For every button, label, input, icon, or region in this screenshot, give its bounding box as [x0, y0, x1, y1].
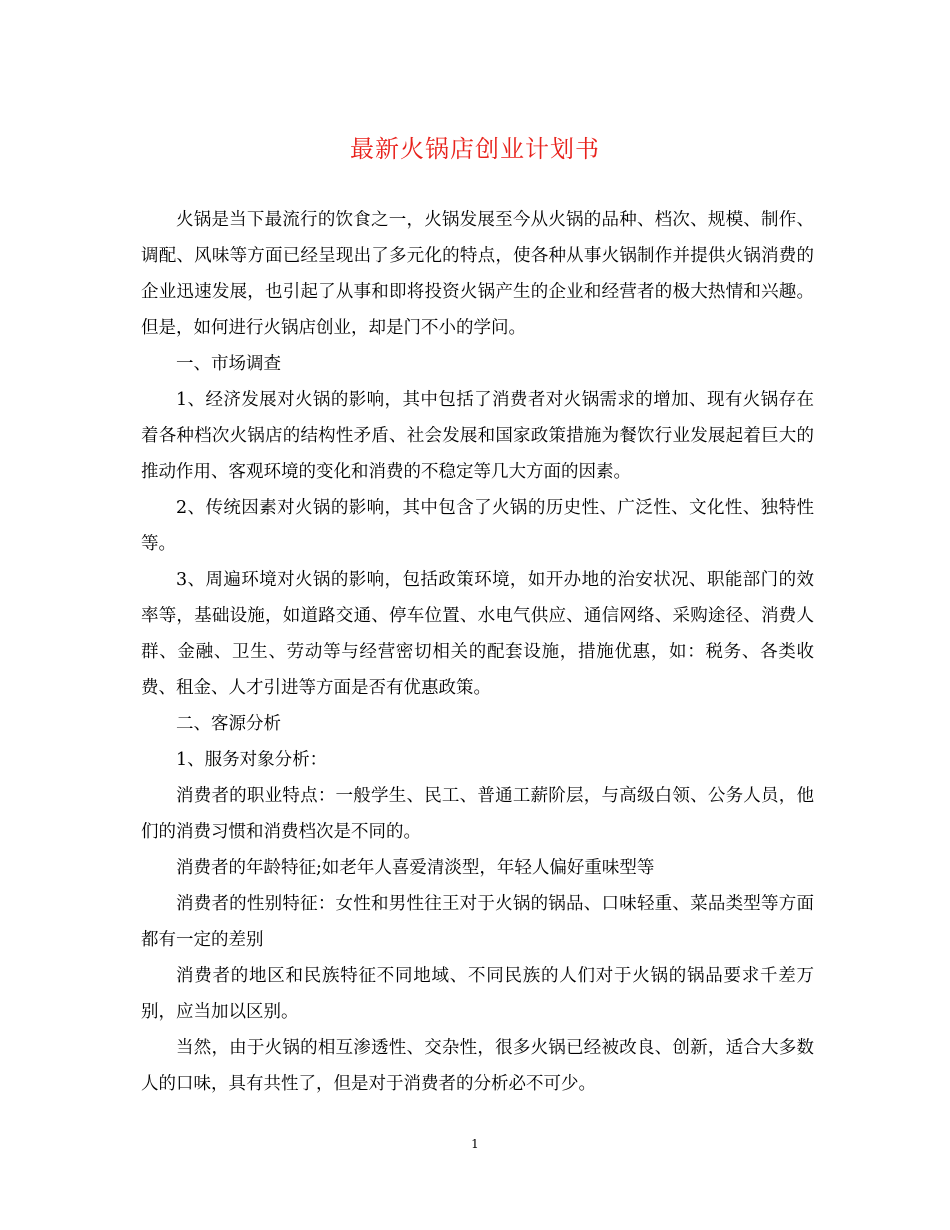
paragraph-age: 消费者的年龄特征;如老年人喜爱清淡型，年轻人偏好重味型等 [176, 858, 655, 878]
paragraph-region-ethnicity: 消费者的地区和民族特征不同地域、不同民族的人们对于火锅的锅品要求千差万别，应当加以区别。 [141, 966, 814, 1022]
paragraph-intro: 火锅是当下最流行的饮食之一，火锅发展至今从火锅的品种、档次、规模、制作、调配、风味等方面已经呈现出了多元化的特点，使各种从事火锅制作并提供火锅消费的企业迅速发展，也引起了从事和即将投资火锅产生的企业和经营者的极大热情和兴趣。但是，如何进行火锅店创业，却是门不小的学问。 [141, 210, 814, 338]
paragraph-conclusion: 当然，由于火锅的相互渗透性、交杂性，很多火锅已经被改良、创新，适合大多数人的口味，具有共性了，但是对于消费者的分析必不可少。 [141, 1038, 814, 1094]
paragraph-environment-factors: 3、周遍环境对火锅的影响，包括政策环境，如开办地的治安状况、职能部门的效率等，基础设施，如道路交通、停车位置、水电气供应、通信网络、采购途径、消费人群、金融、卫生、劳动等与经营密切相关的配套设施，措施优惠，如：税务、各类收费、租金、人才引进等方面是否有优惠政策。 [141, 570, 814, 698]
subheading-service-target-analysis: 1、服务对象分析： [176, 750, 328, 770]
paragraph-traditional-factors: 2、传统因素对火锅的影响，其中包含了火锅的历史性、广泛性、文化性、独特性等。 [141, 498, 814, 554]
paragraph-economic-factors: 1、经济发展对火锅的影响，其中包括了消费者对火锅需求的增加、现有火锅存在着各种档次火锅店的结构性矛盾、社会发展和国家政策措施为餐饮行业发展起着巨大的推动作用、客观环境的变化和消费的不稳定等几大方面的因素。 [141, 390, 814, 482]
section-heading-customer-analysis: 二、客源分析 [176, 714, 281, 734]
paragraph-occupation: 消费者的职业特点：一般学生、民工、普通工薪阶层，与高级白领、公务人员，他们的消费习惯和消费档次是不同的。 [141, 786, 814, 842]
page-number: 1 [471, 1137, 479, 1151]
paragraph-gender: 消费者的性别特征：女性和男性往王对于火锅的锅品、口味轻重、菜品类型等方面都有一定的差别 [141, 894, 814, 950]
document-body [141, 202, 814, 1102]
document-title: 最新火锅店创业计划书 [350, 135, 600, 163]
section-heading-market-research: 一、市场调查 [176, 354, 281, 374]
